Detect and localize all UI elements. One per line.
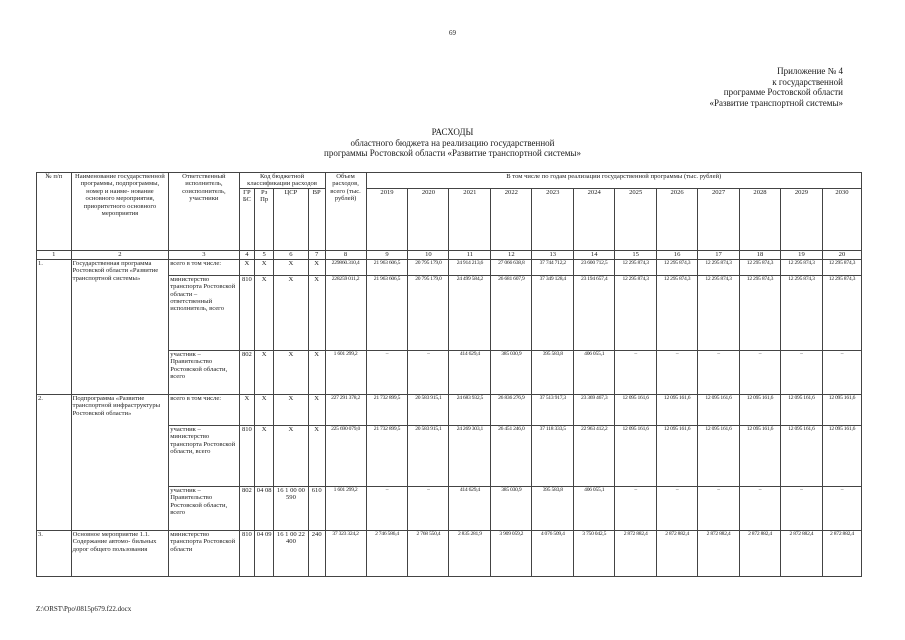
- year-value: 12 295 874,3: [698, 259, 740, 275]
- year-value: 12 295 874,3: [657, 275, 698, 350]
- column-number: 3: [169, 250, 239, 259]
- row-rzpr: X: [255, 350, 274, 394]
- year-value: –: [657, 486, 698, 530]
- row-name: Подпрограмма «Развитие транспортной инфраструктуры Ростовской области»: [71, 394, 169, 530]
- column-number: 1: [37, 250, 72, 259]
- year-value: 12 095 161,6: [822, 425, 861, 486]
- year-value: 20 795 179,0: [408, 275, 449, 350]
- year-value: 24 914 213,6: [449, 259, 491, 275]
- year-value: 22 963 412,2: [574, 425, 615, 486]
- year-value: 12 095 161,6: [780, 425, 822, 486]
- row-total: 228259 011,2: [325, 275, 366, 350]
- row-responsible: участник – Правительство Ростовской области, всего: [169, 350, 239, 394]
- column-number: 4: [239, 250, 255, 259]
- row-csr: X: [274, 394, 309, 425]
- row-vr: X: [308, 425, 325, 486]
- row-responsible: участник – министерство транспорта Ростовской области, всего: [169, 425, 239, 486]
- table-row: [37, 530, 862, 576]
- year-value: 24 683 932,5: [449, 394, 491, 425]
- row-responsible: всего в том числе:: [169, 259, 239, 275]
- year-value: 12 095 161,6: [780, 394, 822, 425]
- row-grbs: 810: [239, 425, 255, 486]
- year-value: 3 909 059,2: [491, 530, 532, 576]
- col-header-year: 2030: [822, 188, 861, 250]
- column-number: 9: [366, 250, 408, 259]
- year-value: 23 369 467,3: [574, 394, 615, 425]
- document-title: [0, 127, 905, 159]
- year-value: 2 872 882,4: [698, 530, 740, 576]
- appendix-line: к государственной: [772, 76, 843, 87]
- column-number: 2: [71, 250, 169, 259]
- row-number: 1.: [37, 259, 72, 394]
- column-number: 10: [408, 250, 449, 259]
- year-value: 2 746 586,4: [366, 530, 408, 576]
- col-header-year: 2027: [698, 188, 740, 250]
- column-number: 18: [740, 250, 781, 259]
- year-value: 2 872 882,4: [740, 530, 781, 576]
- row-vr: X: [308, 275, 325, 350]
- col-header-year: 2029: [780, 188, 822, 250]
- year-value: –: [408, 486, 449, 530]
- year-value: 2 872 882,4: [615, 530, 657, 576]
- year-value: 21 963 606,5: [366, 275, 408, 350]
- row-grbs: 810: [239, 275, 255, 350]
- row-name: Основное мероприятие 1.1. Содержание автомо- бильных дорог общего пользования: [71, 530, 169, 576]
- col-header-rzpr: Рз Пр: [255, 188, 274, 250]
- table-row: [37, 394, 862, 425]
- col-header-year: 2021: [449, 188, 491, 250]
- year-value: 12 295 874,3: [822, 259, 861, 275]
- row-csr: 16 1 00 22 400: [274, 530, 309, 576]
- row-number: 2.: [37, 394, 72, 530]
- col-header-year: 2026: [657, 188, 698, 250]
- column-number: 11: [449, 250, 491, 259]
- year-value: 37 513 917,3: [532, 394, 574, 425]
- year-value: 20 795 179,0: [408, 259, 449, 275]
- row-grbs: X: [239, 259, 255, 275]
- year-value: –: [698, 486, 740, 530]
- year-value: 37 118 333,5: [532, 425, 574, 486]
- year-value: 2 768 550,4: [408, 530, 449, 576]
- row-name: Государственная программа Ростовской области «Развитие транспортной системы»: [71, 259, 169, 394]
- row-total: 225 690 079,0: [325, 425, 366, 486]
- year-value: –: [780, 486, 822, 530]
- row-vr: X: [308, 350, 325, 394]
- row-grbs: 802: [239, 486, 255, 530]
- year-value: 24 269 303,1: [449, 425, 491, 486]
- column-number: 13: [532, 250, 574, 259]
- year-value: 12 095 161,6: [740, 425, 781, 486]
- row-rzpr: X: [255, 394, 274, 425]
- row-grbs: X: [239, 394, 255, 425]
- row-csr: 16 1 00 00 590: [274, 486, 309, 530]
- row-responsible: министерство транспорта Ростовской области – ответственный исполнитель, всего: [169, 275, 239, 350]
- year-value: 26 681 607,9: [491, 275, 532, 350]
- row-rzpr: 04 09: [255, 530, 274, 576]
- column-number: 17: [698, 250, 740, 259]
- row-csr: X: [274, 275, 309, 350]
- row-responsible: министерство транспорта Ростовской области: [169, 530, 239, 576]
- row-vr: 240: [308, 530, 325, 576]
- year-value: 20 583 915,1: [408, 394, 449, 425]
- col-header-years-group: В том числе по годам реализации государственной программы (тыс. рублей): [366, 173, 862, 189]
- year-value: –: [366, 486, 408, 530]
- year-value: 12 095 161,6: [698, 425, 740, 486]
- year-value: –: [822, 486, 861, 530]
- col-header-year: 2024: [574, 188, 615, 250]
- col-header-year: 2028: [740, 188, 781, 250]
- year-value: 23 194 657,4: [574, 275, 615, 350]
- year-value: 21 732 899,5: [366, 425, 408, 486]
- table-row: [37, 259, 862, 275]
- year-value: –: [740, 486, 781, 530]
- row-grbs: 802: [239, 350, 255, 394]
- col-header-year: 2022: [491, 188, 532, 250]
- year-value: 37 349 128,4: [532, 275, 574, 350]
- col-header-grbs: ГР БС: [239, 188, 255, 250]
- col-header-year: 2025: [615, 188, 657, 250]
- year-value: 395 583,8: [532, 350, 574, 394]
- year-value: 37 744 712,2: [532, 259, 574, 275]
- column-number: 14: [574, 250, 615, 259]
- year-value: –: [408, 350, 449, 394]
- year-value: 12 095 161,6: [740, 394, 781, 425]
- appendix-line: «Развитие транспортной системы»: [709, 97, 843, 108]
- year-value: 12 295 874,3: [780, 259, 822, 275]
- row-rzpr: X: [255, 425, 274, 486]
- year-value: 12 295 874,3: [740, 259, 781, 275]
- row-total: 229860.310,4: [325, 259, 366, 275]
- col-header-budget-code: Код бюджетной классификации расходов: [239, 173, 325, 189]
- row-total: 1 601 299,2: [325, 486, 366, 530]
- year-value: 12 295 874,3: [780, 275, 822, 350]
- column-number: 19: [780, 250, 822, 259]
- col-header-volume: Объем расходов, всего (тыс. рублей): [325, 173, 366, 251]
- column-number: 16: [657, 250, 698, 259]
- title-line: областного бюджета на реализацию государственной: [350, 137, 555, 148]
- year-value: –: [698, 350, 740, 394]
- column-number: 20: [822, 250, 861, 259]
- row-responsible: всего в том числе:: [169, 394, 239, 425]
- appendix-line: программе Ростовской области: [723, 87, 843, 97]
- row-vr: 610: [308, 486, 325, 530]
- year-value: 2 872 882,4: [657, 530, 698, 576]
- row-rzpr: X: [255, 259, 274, 275]
- expenses-table: [36, 172, 862, 577]
- header-row: [37, 173, 862, 189]
- row-total: 1 601 299,2: [325, 350, 366, 394]
- year-value: 406 055,1: [574, 486, 615, 530]
- title-heading: РАСХОДЫ: [431, 127, 474, 137]
- col-header-vr: ВР: [308, 188, 325, 250]
- year-value: 385 030,9: [491, 350, 532, 394]
- year-value: 26 836 276,9: [491, 394, 532, 425]
- year-value: 12 095 161,6: [615, 394, 657, 425]
- year-value: 2 872 882,4: [780, 530, 822, 576]
- year-value: 26 451 246,0: [491, 425, 532, 486]
- year-value: 2 872 882,4: [822, 530, 861, 576]
- title-line: программы Ростовской области «Развитие транспортной системы»: [324, 148, 581, 158]
- col-header-responsible: Ответственный исполнитель, соисполнитель, участники: [169, 173, 239, 251]
- row-number: 3.: [37, 530, 72, 576]
- year-value: 12 295 874,3: [740, 275, 781, 350]
- row-total: 227 291 378,2: [325, 394, 366, 425]
- year-value: 12 295 874,3: [698, 275, 740, 350]
- row-rzpr: 04 08: [255, 486, 274, 530]
- year-value: 27 066 638,8: [491, 259, 532, 275]
- year-value: –: [657, 350, 698, 394]
- year-value: 2 835 281,9: [449, 530, 491, 576]
- year-value: 12 095 161,6: [822, 394, 861, 425]
- row-csr: X: [274, 350, 309, 394]
- year-value: 3 750 042,5: [574, 530, 615, 576]
- column-number: 12: [491, 250, 532, 259]
- year-value: 414 629,4: [449, 350, 491, 394]
- col-header-year: 2020: [408, 188, 449, 250]
- col-header-name: Наименование государственной программы, подпрограммы, номер и наиме- нование основного мероприятия, приоритетного основного мероприятия: [71, 173, 169, 251]
- page-number: 69: [449, 29, 456, 37]
- year-value: 12 095 161,6: [657, 425, 698, 486]
- year-value: 20 583 915,1: [408, 425, 449, 486]
- year-value: 12 095 161,6: [698, 394, 740, 425]
- row-csr: X: [274, 259, 309, 275]
- column-number: 6: [274, 250, 309, 259]
- year-value: 12 095 161,6: [657, 394, 698, 425]
- row-csr: X: [274, 425, 309, 486]
- column-number: 7: [308, 250, 325, 259]
- year-value: 414 629,4: [449, 486, 491, 530]
- column-number-row: [37, 250, 862, 259]
- year-value: 12 295 874,3: [822, 275, 861, 350]
- year-value: 24 499 584,2: [449, 275, 491, 350]
- year-value: –: [780, 350, 822, 394]
- col-header-num: № п/п: [37, 173, 72, 251]
- column-number: 15: [615, 250, 657, 259]
- year-value: –: [822, 350, 861, 394]
- year-value: 12 095 161,6: [615, 425, 657, 486]
- column-number: 5: [255, 250, 274, 259]
- year-value: 21 963 606,5: [366, 259, 408, 275]
- year-value: 21 732 899,5: [366, 394, 408, 425]
- row-vr: X: [308, 394, 325, 425]
- year-value: 12 295 874,3: [657, 259, 698, 275]
- row-grbs: 810: [239, 530, 255, 576]
- col-header-year: 2023: [532, 188, 574, 250]
- year-value: –: [615, 350, 657, 394]
- year-value: –: [615, 486, 657, 530]
- year-value: 23 600 712,5: [574, 259, 615, 275]
- file-path-footer: Z:\ORST\Ppo\0815p679.f22.docx: [36, 605, 132, 613]
- year-value: 12 295 874,3: [615, 259, 657, 275]
- row-vr: X: [308, 259, 325, 275]
- year-value: 395 583,8: [532, 486, 574, 530]
- year-value: 406 055,1: [574, 350, 615, 394]
- col-header-csr: ЦСР: [274, 188, 309, 250]
- row-responsible: участник – Правительство Ростовской области, всего: [169, 486, 239, 530]
- row-rzpr: X: [255, 275, 274, 350]
- year-value: 12 295 874,3: [615, 275, 657, 350]
- col-header-year: 2019: [366, 188, 408, 250]
- year-value: –: [740, 350, 781, 394]
- year-value: 385 030,9: [491, 486, 532, 530]
- year-value: 4 076 509,4: [532, 530, 574, 576]
- column-number: 8: [325, 250, 366, 259]
- appendix-note: [710, 66, 843, 108]
- year-value: –: [366, 350, 408, 394]
- row-total: 37 323 324,2: [325, 530, 366, 576]
- appendix-line: Приложение № 4: [777, 66, 843, 76]
